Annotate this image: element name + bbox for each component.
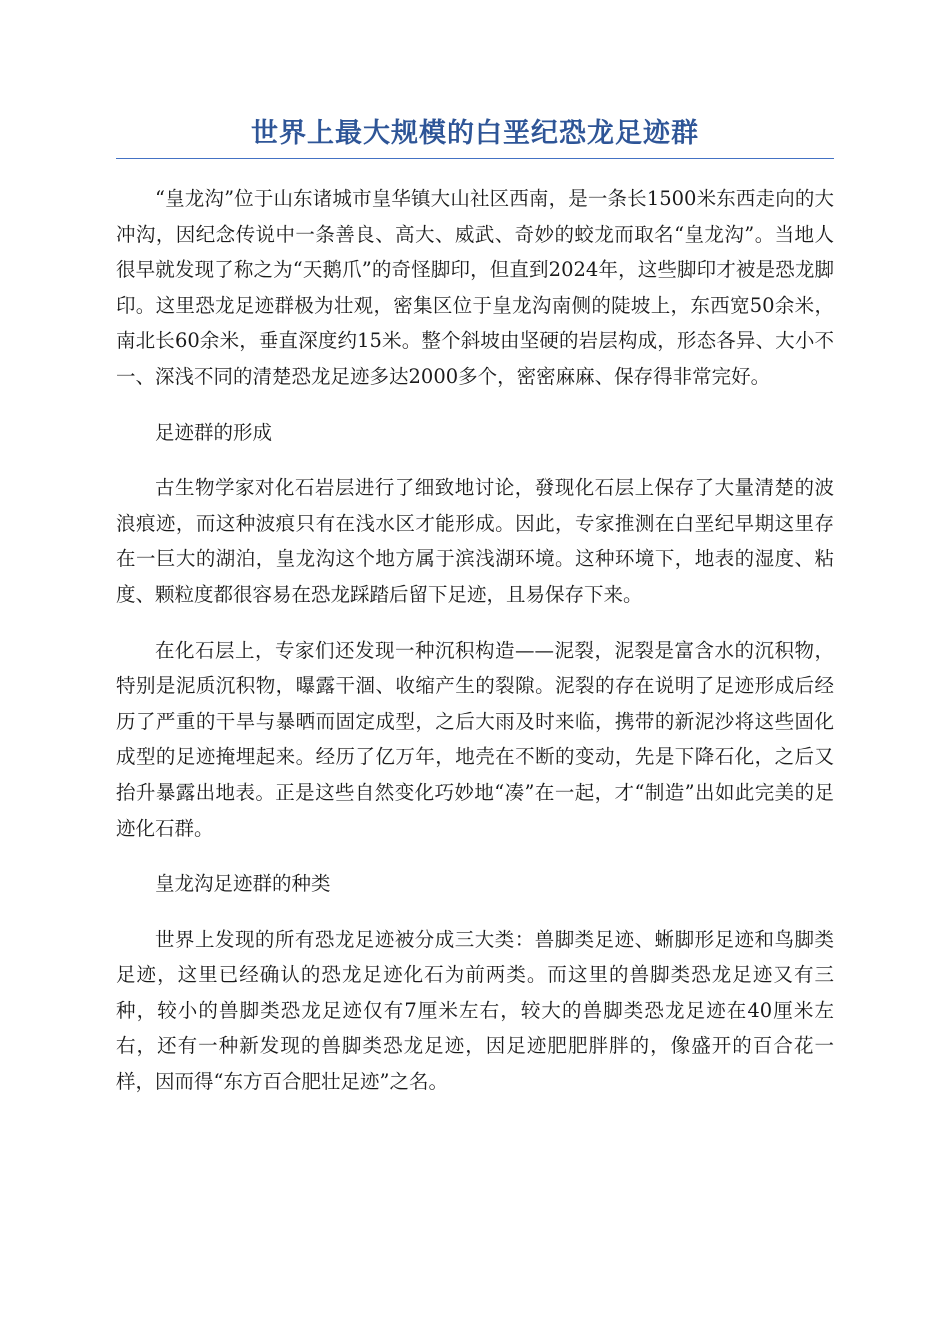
intro-paragraph: “皇龙沟”位于山东诸城市皇华镇大山社区西南，是一条长1500米东西走向的大冲沟，因纪念传说中一条善良、高大、威武、奇妙的蛟龙而取名“皇龙沟”。当地人很早就发现了称之为“天鹅爪”的奇怪脚印，但直到2024年，这些脚印才被是恐龙脚印。这里恐龙足迹群极为壮观，密集区位于皇龙沟南侧的陡坡上，东西宽50余米，南北长60余米，垂直深度约15米。整个斜坡由坚硬的岩层构成，形态各异、大小不一、深浅不同的清楚恐龙足迹多达2000多个，密密麻麻、保存得非常完好。 [116, 187, 834, 388]
title-underline [116, 158, 834, 159]
types-paragraph-1: 世界上发现的所有恐龙足迹被分成三大类：兽脚类足迹、蜥脚形足迹和鸟脚类足迹，这里已经确认的恐龙足迹化石为前两类。而这里的兽脚类恐龙足迹又有三种，较小的兽脚类恐龙足迹仅有7厘米左右，较大的兽脚类恐龙足迹在40厘米左右，还有一种新发现的兽脚类恐龙足迹，因足迹肥肥胖胖的，像盛开的百合花一样，因而得“东方百合肥壮足迹”之名。 [116, 927, 834, 1094]
section-heading-formation: 足迹群的形成 [155, 420, 273, 444]
document-page [116, 112, 834, 1120]
section-heading-types: 皇龙沟足迹群的种类 [155, 872, 331, 896]
page-title: 世界上最大规模的白垩纪恐龙足迹群 [251, 118, 699, 149]
formation-paragraph-2: 在化石层上，专家们还发现一种沉积构造——泥裂，泥裂是富含水的沉积物，特别是泥质沉积物，曝露干涸、收缩产生的裂隙。泥裂的存在说明了足迹形成后经历了严重的干旱与暴晒而固定成型，之后大雨及时来临，携带的新泥沙将这些固化成型的足迹掩埋起来。经历了亿万年，地壳在不断的变动，先是下降石化，之后又抬升暴露出地表。正是这些自然变化巧妙地“凑”在一起，才“制造”出如此完美的足迹化石群。 [116, 638, 834, 840]
formation-paragraph-1: 古生物学家对化石岩层进行了细致地讨论，發现化石层上保存了大量清楚的波浪痕迹，而这种波痕只有在浅水区才能形成。因此，专家推测在白垩纪早期这里存在一巨大的湖泊，皇龙沟这个地方属于滨浅湖环境。这种环境下，地表的湿度、粘度、颗粒度都很容易在恐龙踩踏后留下足迹，且易保存下来。 [116, 476, 834, 606]
